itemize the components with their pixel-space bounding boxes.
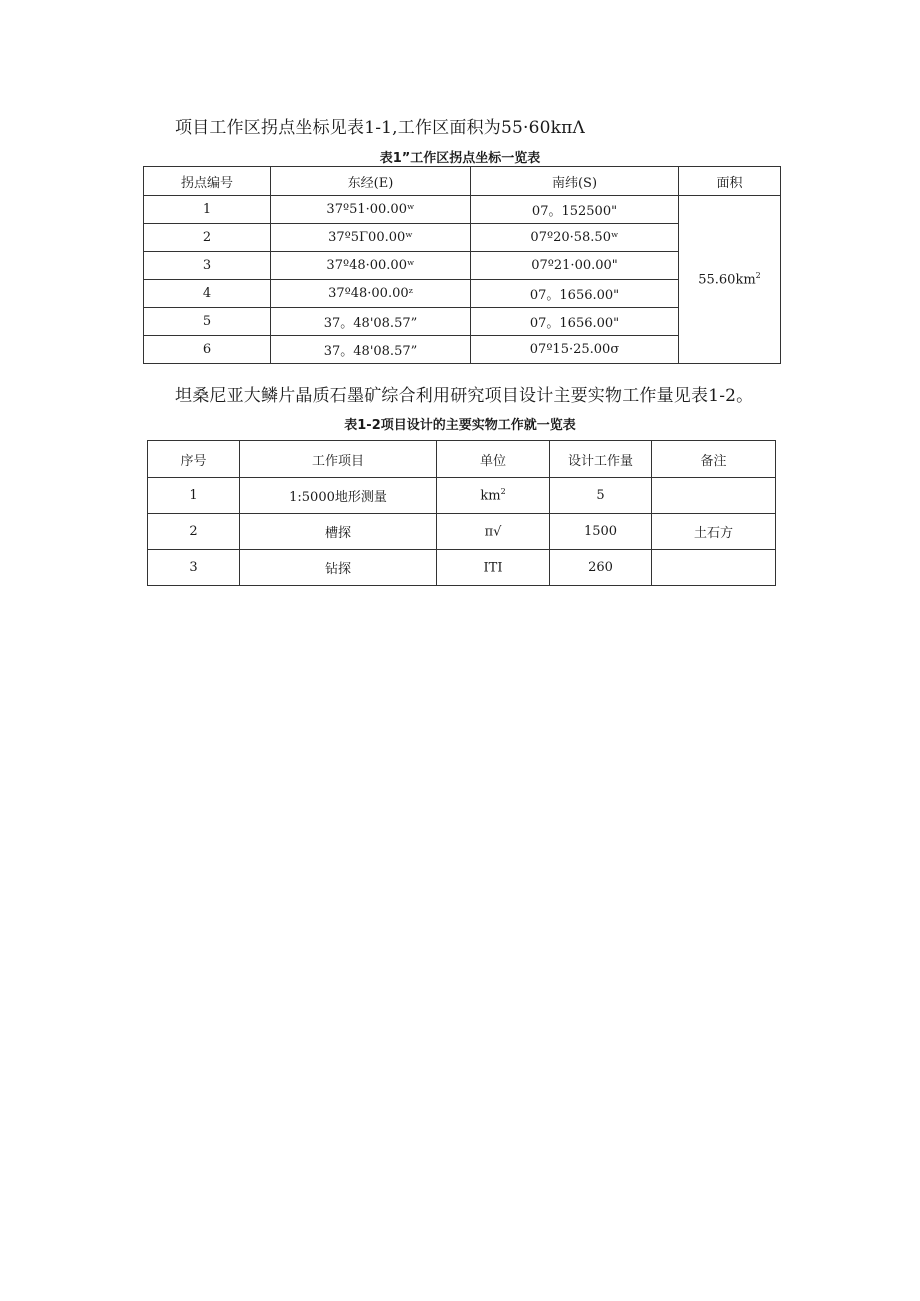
area-value: $55.60km^2$ (679, 196, 781, 364)
header-amount: 设计工作量 (550, 441, 652, 478)
table2-caption: 表1-2项目设计的主要实物工作就一览表 (344, 418, 576, 433)
point-no: 1 (144, 196, 271, 224)
header-seq: 序号 (148, 441, 240, 478)
unit: π√ (437, 514, 550, 550)
east-value: 37º51·00.00ʷ (271, 196, 471, 224)
south-value: 07。1656.00" (471, 280, 679, 308)
table-row (144, 196, 781, 224)
south-value: 07º15·25.00σ (471, 336, 679, 364)
east-value: 37。48'08.57” (271, 336, 471, 364)
header-point-no: 拐点编号 (144, 167, 271, 196)
table-row (148, 550, 776, 586)
workload-paragraph: 坦桑尼亚大鳞片晶质石墨矿综合利用研究项目设计主要实物工作量见表1-2。 (175, 386, 754, 406)
unit: ITI (437, 550, 550, 586)
point-no: 6 (144, 336, 271, 364)
header-area: 面积 (679, 167, 781, 196)
south-value: 07。1656.00" (471, 308, 679, 336)
workload-table (147, 440, 776, 586)
seq-no: 3 (148, 550, 240, 586)
header-east: 东经(E) (271, 167, 471, 196)
south-value: 07º20·58.50ʷ (471, 224, 679, 252)
east-value: 37。48'08.57” (271, 308, 471, 336)
unit: $km^2$ (437, 478, 550, 514)
note: 土石方 (652, 514, 776, 550)
table-row (148, 478, 776, 514)
table1-caption: 表1”工作区拐点坐标一览表 (379, 151, 541, 166)
header-unit: 单位 (437, 441, 550, 478)
work-item: 槽探 (240, 514, 437, 550)
seq-no: 1 (148, 478, 240, 514)
point-no: 5 (144, 308, 271, 336)
header-note: 备注 (652, 441, 776, 478)
work-item: 1:5000地形测量 (240, 478, 437, 514)
seq-no: 2 (148, 514, 240, 550)
amount: 260 (550, 550, 652, 586)
table-header-row (148, 441, 776, 478)
point-no: 3 (144, 252, 271, 280)
note (652, 550, 776, 586)
south-value: 07º21·00.00" (471, 252, 679, 280)
note (652, 478, 776, 514)
intro-paragraph: 项目工作区拐点坐标见表1-1,工作区面积为55·60kπΛ (175, 118, 585, 138)
amount: 5 (550, 478, 652, 514)
east-value: 37º48·00.00ᶻ (271, 280, 471, 308)
point-no: 2 (144, 224, 271, 252)
work-item: 钻探 (240, 550, 437, 586)
east-value: 37º48·00.00ʷ (271, 252, 471, 280)
south-value: 07。152500" (471, 196, 679, 224)
point-no: 4 (144, 280, 271, 308)
amount: 1500 (550, 514, 652, 550)
table-header-row (144, 167, 781, 196)
header-item: 工作项目 (240, 441, 437, 478)
coordinate-table (143, 166, 781, 364)
header-south: 南纬(S) (471, 167, 679, 196)
east-value: 37º5Γ00.00ʷ (271, 224, 471, 252)
table-row (148, 514, 776, 550)
